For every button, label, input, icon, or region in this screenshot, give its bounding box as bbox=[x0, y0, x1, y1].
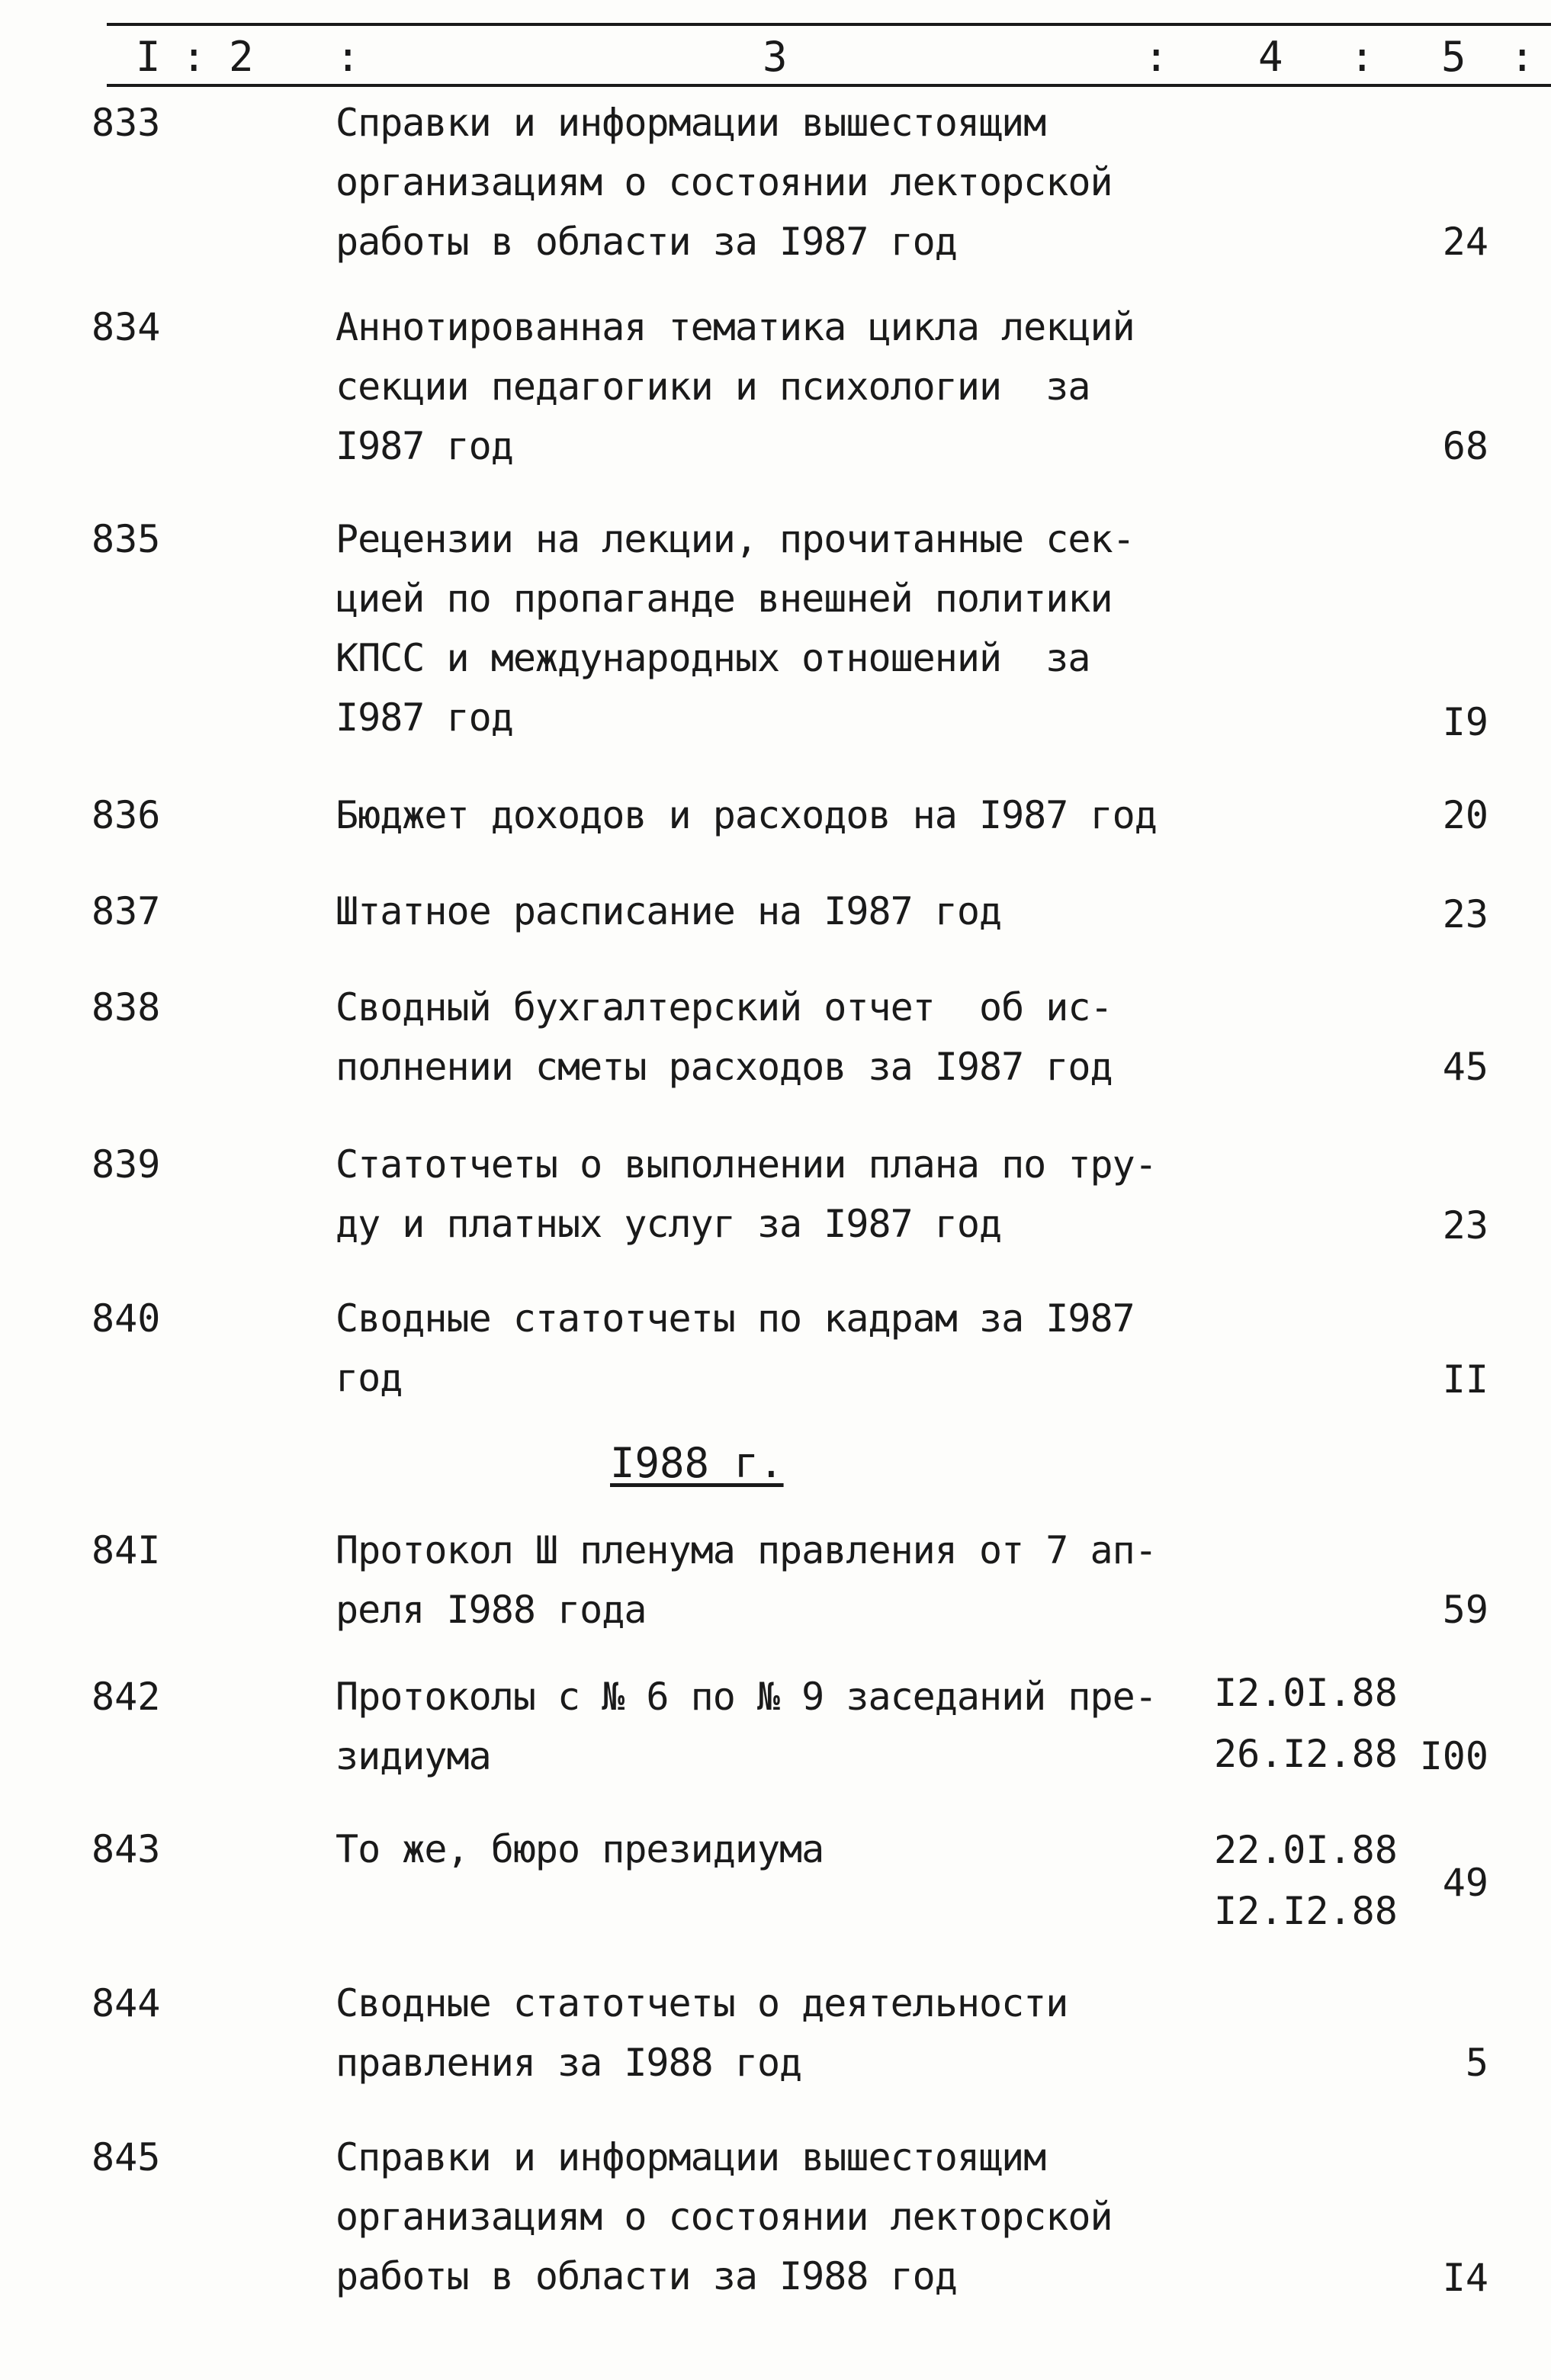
entry-number: 834 bbox=[92, 305, 161, 349]
entry-title-line: Протокол Ш пленума правления от 7 ап- bbox=[336, 1528, 1157, 1572]
entry-sheet-count: 5 bbox=[1465, 2041, 1488, 2085]
entry-end-date: I2.I2.88 bbox=[1214, 1889, 1398, 1933]
header-separator: : bbox=[1510, 33, 1535, 81]
entry-sheet-count: I9 bbox=[1442, 700, 1488, 744]
entry-sheet-count: 20 bbox=[1442, 793, 1488, 837]
entry-title-line: I987 год bbox=[336, 695, 513, 740]
entry-title-line: год bbox=[336, 1356, 403, 1400]
top-rule bbox=[107, 23, 1551, 26]
entry-sheet-count: 49 bbox=[1442, 1861, 1488, 1905]
entry-number: 836 bbox=[92, 793, 161, 837]
entry-sheet-count: 45 bbox=[1442, 1045, 1488, 1089]
year-heading: I988 г. bbox=[610, 1439, 784, 1487]
entry-title-line: То же, бюро президиума bbox=[336, 1827, 824, 1871]
entry-title-line: I987 год bbox=[336, 424, 513, 468]
entry-number: 839 bbox=[92, 1142, 161, 1187]
entry-sheet-count: 68 bbox=[1442, 424, 1488, 468]
entry-title-line: правления за I988 год bbox=[336, 2041, 802, 2085]
entry-sheet-count: 23 bbox=[1442, 1203, 1488, 1248]
entry-end-date: 26.I2.88 bbox=[1214, 1732, 1398, 1776]
entry-title-line: работы в области за I988 год bbox=[336, 2254, 957, 2298]
entry-title-line: Штатное расписание на I987 год bbox=[336, 889, 1002, 933]
entry-title-line: Сводные статотчеты о деятельности bbox=[336, 1981, 1068, 2025]
entry-title-line: зидиума bbox=[336, 1734, 491, 1778]
entry-title-line: Бюджет доходов и расходов на I987 год bbox=[336, 793, 1157, 837]
entry-title-line: цией по пропаганде внешней политики bbox=[336, 577, 1113, 621]
entry-title-line: Рецензии на лекции, прочитанные сек- bbox=[336, 517, 1135, 561]
entry-title-line: Протоколы с № 6 по № 9 заседаний пре- bbox=[336, 1675, 1157, 1719]
entry-sheet-count: I4 bbox=[1442, 2256, 1488, 2300]
entry-number: 844 bbox=[92, 1981, 161, 2025]
entry-sheet-count: 59 bbox=[1442, 1588, 1488, 1632]
entry-title-line: реля I988 года bbox=[336, 1588, 647, 1632]
entry-title-line: Сводный бухгалтерский отчет об ис- bbox=[336, 985, 1113, 1029]
entry-title-line: Справки и информации вышестоящим bbox=[336, 2135, 1046, 2179]
entry-number: 833 bbox=[92, 101, 161, 145]
entry-number: 842 bbox=[92, 1675, 161, 1719]
entry-title-line: Статотчеты о выполнении плана по тру- bbox=[336, 1142, 1157, 1187]
entry-sheet-count: 24 bbox=[1442, 220, 1488, 264]
header-col-5: 5 bbox=[1441, 33, 1466, 81]
header-separator: : bbox=[1144, 33, 1169, 81]
entry-start-date: 22.0I.88 bbox=[1214, 1828, 1398, 1872]
header-separator: : bbox=[1350, 33, 1375, 81]
entry-sheet-count: I00 bbox=[1419, 1734, 1488, 1778]
entry-start-date: I2.0I.88 bbox=[1214, 1671, 1398, 1715]
header-col-2: 2 bbox=[229, 33, 254, 81]
header-col-3: 3 bbox=[763, 33, 788, 81]
entry-title-line: организациям о состоянии лекторской bbox=[336, 160, 1113, 204]
entry-title-line: Справки и информации вышестоящим bbox=[336, 101, 1046, 145]
entry-number: 84I bbox=[92, 1528, 161, 1572]
header-col-4: 4 bbox=[1258, 33, 1283, 81]
header-underline bbox=[107, 84, 1551, 87]
entry-title-line: работы в области за I987 год bbox=[336, 220, 957, 264]
entry-number: 845 bbox=[92, 2135, 161, 2179]
entry-title-line: КПСС и международных отношений за bbox=[336, 636, 1090, 680]
header-separator: : bbox=[181, 33, 207, 81]
entry-number: 843 bbox=[92, 1827, 161, 1871]
entry-title-line: Аннотированная тематика цикла лекций bbox=[336, 305, 1135, 349]
entry-title-line: ду и платных услуг за I987 год bbox=[336, 1202, 1002, 1246]
entry-title-line: секции педагогики и психологии за bbox=[336, 365, 1090, 409]
entry-number: 837 bbox=[92, 889, 161, 933]
entry-number: 840 bbox=[92, 1296, 161, 1341]
entry-title-line: полнении сметы расходов за I987 год bbox=[336, 1045, 1113, 1089]
entry-title-line: организациям о состоянии лекторской bbox=[336, 2195, 1113, 2239]
entry-sheet-count: 23 bbox=[1442, 892, 1488, 936]
header-col-1: I bbox=[136, 33, 161, 81]
entry-number: 835 bbox=[92, 517, 161, 561]
header-separator: : bbox=[336, 33, 361, 81]
entry-number: 838 bbox=[92, 985, 161, 1029]
entry-title-line: Сводные статотчеты по кадрам за I987 bbox=[336, 1296, 1135, 1341]
entry-sheet-count: II bbox=[1442, 1357, 1488, 1402]
column-header-row bbox=[114, 31, 1551, 84]
